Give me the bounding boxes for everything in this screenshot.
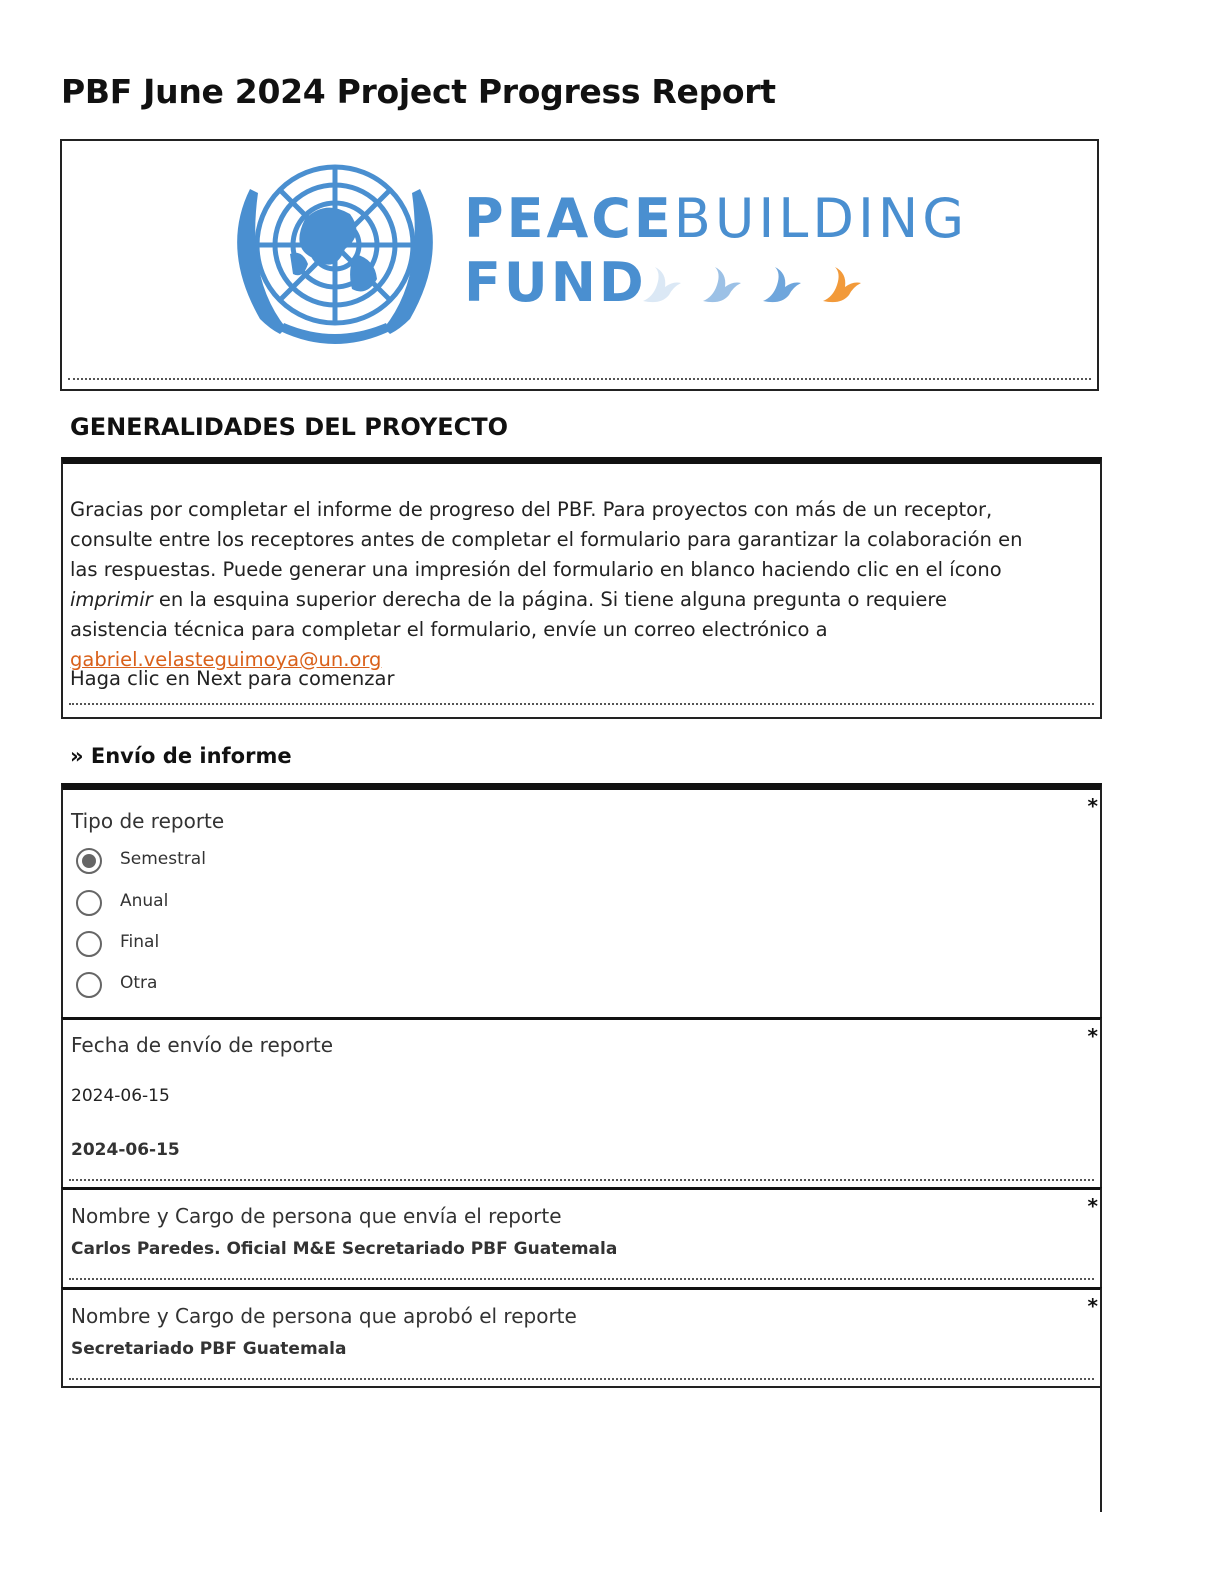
- page-border-line: [1100, 1388, 1102, 1512]
- radio-button[interactable]: [76, 890, 102, 916]
- question-submission-date: [61, 1017, 1102, 1189]
- intro-panel: [61, 457, 1102, 719]
- radio-label: Anual: [120, 891, 169, 911]
- radio-button[interactable]: [76, 848, 102, 874]
- divider: [69, 1378, 1094, 1380]
- un-emblem-icon: [220, 159, 450, 355]
- logo-word-fund: FUND: [464, 251, 647, 314]
- date-field[interactable]: 2024-06-15: [71, 1086, 170, 1106]
- radio-label: Otra: [120, 973, 158, 993]
- section-title: GENERALIDADES DEL PROYECTO: [70, 413, 509, 441]
- submitter-value: Carlos Paredes. Oficial M&E Secretariado PBF Guatemala: [71, 1239, 618, 1259]
- divider: [69, 1179, 1094, 1181]
- logo-wordmark-top: [464, 189, 968, 249]
- email-link[interactable]: gabriel.velasteguimoya@un.org: [70, 648, 382, 671]
- divider: [68, 378, 1091, 380]
- date-value: 2024-06-15: [71, 1140, 180, 1160]
- intro-text: [70, 495, 1040, 675]
- divider: [69, 703, 1094, 705]
- radio-label: Semestral: [120, 849, 206, 869]
- approver-value: Secretariado PBF Guatemala: [71, 1339, 347, 1359]
- logo-banner: [60, 139, 1099, 391]
- required-mark: *: [1087, 1024, 1098, 1048]
- question-label: Nombre y Cargo de persona que envía el reporte: [71, 1204, 562, 1228]
- intro-italic-word: imprimir: [70, 588, 153, 611]
- question-report-type: [61, 783, 1102, 1019]
- required-mark: *: [1087, 1194, 1098, 1218]
- question-label: Fecha de envío de reporte: [71, 1033, 334, 1057]
- subsection-title: » Envío de informe: [70, 744, 292, 768]
- radio-button[interactable]: [76, 972, 102, 998]
- intro-text-part2: en la esquina superior derecha de la página. Si tiene alguna pregunta o requiere asistencia técnica para completar el formulario, envíe un correo electrónico a: [70, 588, 947, 641]
- intro-text-part1: Gracias por completar el informe de progreso del PBF. Para proyectos con más de un receptor, consulte entre los receptores antes de completar el formulario para garantizar la colaboración en las respuestas. Puede generar una impresión del formulario en blanco haciendo clic en el ícono: [70, 498, 1023, 581]
- logo-word-peace: PEACE: [464, 187, 674, 250]
- page-title: PBF June 2024 Project Progress Report: [61, 72, 776, 111]
- required-mark: *: [1087, 1294, 1098, 1318]
- logo-word-building: BUILDING: [673, 187, 969, 250]
- question-label: Nombre y Cargo de persona que aprobó el reporte: [71, 1304, 577, 1328]
- radio-label: Final: [120, 932, 160, 952]
- question-label: Tipo de reporte: [71, 809, 225, 833]
- question-submitter: [61, 1187, 1102, 1289]
- divider: [69, 1278, 1094, 1280]
- radio-button[interactable]: [76, 931, 102, 957]
- required-mark: *: [1087, 794, 1098, 818]
- start-instruction: Haga clic en Next para comenzar: [70, 667, 395, 690]
- dove-icon: [635, 263, 870, 313]
- question-approver: [61, 1287, 1102, 1388]
